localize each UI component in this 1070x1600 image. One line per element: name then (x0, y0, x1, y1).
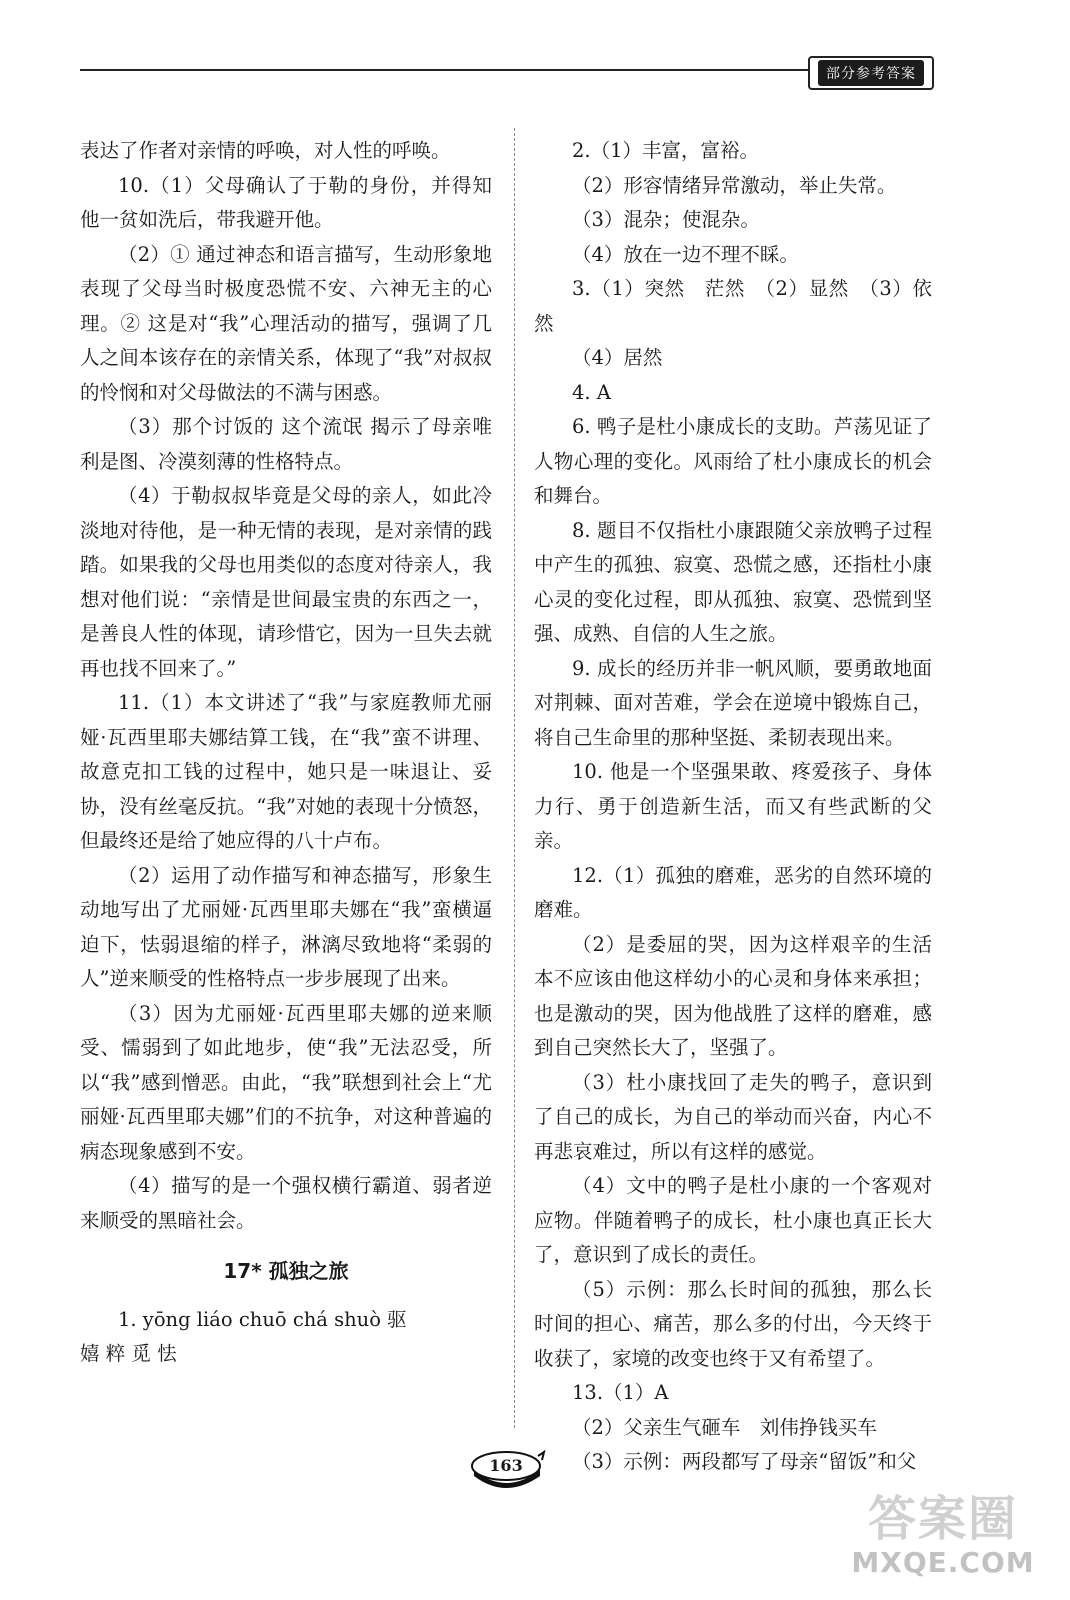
right-column (534, 134, 932, 1480)
answer-paragraph: 8. 题目不仅指杜小康跟随父亲放鸭子过程中产生的孤独、寂寞、恐慌之感，还指杜小康心灵的变化过程，即从孤独、寂寞、恐慌到坚强、成熟、自信的人生之旅。 (534, 518, 932, 645)
answer-paragraph: （2）运用了动作描写和神态描写，形象生动地写出了尤丽娅·瓦西里耶夫娜在“我”蛮横逼迫下，怯弱退缩的样子，淋漓尽致地将“柔弱的人”逆来顺受的性格特点一步步展现了出来。 (80, 863, 492, 990)
header-rule (80, 69, 808, 71)
answer-paragraph: （3）示例：两段都写了母亲“留饭”和父 (572, 1450, 917, 1473)
answer-paragraph: 表达了作者对亲情的呼唤，对人性的呼唤。 (80, 139, 451, 162)
answer-paragraph: （3）杜小康找回了走失的鸭子，意识到了自己的成长，为自己的举动而兴奋，内心不再悲哀难过，所以有这样的感觉。 (534, 1070, 932, 1163)
answer-paragraph: 6. 鸭子是杜小康成长的支助。芦荡见证了人物心理的变化。风雨给了杜小康成长的机会和舞台。 (534, 415, 932, 507)
answer-paragraph: （5）示例：那么长时间的孤独，那么长时间的担心、痛苦，那么多的付出，今天终于收获了，家境的改变也终于又有希望了。 (534, 1277, 932, 1370)
answer-paragraph: （3）混杂；使混杂。 (572, 208, 760, 231)
answer-paragraph: （4）描写的是一个强权横行霸道、弱者逆来顺受的黑暗社会。 (80, 1174, 492, 1232)
answer-paragraph: 3.（1）突然 茫然 （2）显然 （3）依然 (534, 277, 932, 335)
watermark-url: MXQE.COM (851, 1546, 1035, 1579)
answer-paragraph: （2）形容情绪异常激动，举止失常。 (572, 173, 897, 197)
section-tag-label: 部分参考答案 (818, 60, 924, 86)
answer-paragraph: （3）那个讨饭的 这个流氓 揭示了母亲唯利是图、冷漠刻薄的性格特点。 (80, 415, 492, 473)
answer-paragraph: 12.（1）孤独的磨难，恶劣的自然环境的磨难。 (534, 863, 932, 921)
answer-paragraph: 2.（1）丰富，富裕。 (572, 139, 760, 162)
answer-paragraph: （2）是委屈的哭，因为这样艰辛的生活本不应该由他这样幼小的心灵和身体来承担；也是激动的哭，因为他战胜了这样的磨难，感到自己突然长大了，坚强了。 (534, 932, 932, 1059)
answer-paragraph: （3）因为尤丽娅·瓦西里耶夫娜的逆来顺受、懦弱到了如此地步，使“我”无法忍受，所以“我”感到憎恶。由此，“我”联想到社会上“尤丽娅·瓦西里耶夫娜”们的不抗争，对这种普遍的病态现象感到不安。 (80, 1001, 492, 1163)
answer-paragraph: 11.（1）本文讲述了“我”与家庭教师尤丽娅·瓦西里耶夫娜结算工钱，在“我”蛮不讲理、故意克扣工钱的过程中，她只是一味退让、妥协，没有丝毫反抗。“我”对她的表现十分愤怒，但最终还是给了她应得的八十卢布。 (80, 691, 492, 852)
section-title: 17* 孤独之旅 (223, 1259, 349, 1283)
answer-paragraph: 13.（1）A (572, 1381, 669, 1404)
page-number: 163 (489, 1456, 523, 1475)
pinyin-answer: 1. yōng liáo chuō chá shuò 驱 (118, 1307, 407, 1331)
section-tag (808, 56, 934, 90)
left-column (80, 134, 492, 1372)
answer-paragraph: （4）居然 (572, 346, 663, 369)
pinyin-answer-cont: 嬉 粹 觅 怯 (80, 1342, 177, 1365)
answer-paragraph: （4）文中的鸭子是杜小康的一个客观对应物。伴随着鸭子的成长，杜小康也真正长大了，意识到了成长的责任。 (534, 1174, 932, 1266)
answer-paragraph: （4）放在一边不理不睬。 (572, 242, 799, 266)
answer-paragraph: 10. 他是一个坚强果敢、疼爱孩子、身体力行、勇于创造新生活，而又有些武断的父亲。 (534, 760, 932, 852)
answer-paragraph: 10.（1）父母确认了于勒的身份，并得知他一贫如洗后，带我避开他。 (80, 173, 492, 231)
answer-paragraph: （2）父亲生气砸车 刘伟挣钱买车 (572, 1415, 877, 1439)
page-number-badge (468, 1448, 554, 1490)
answer-paragraph: 4. A (572, 380, 611, 404)
watermark (838, 1480, 1048, 1590)
answer-paragraph: （2）① 通过神态和语言描写，生动形象地表现了父母当时极度恐慌不安、六神无主的心理。② 这是对“我”心理活动的描写，强调了几人之间本该存在的亲情关系，体现了“我”对叔叔的怜悯和对父母做法的不满与困惑。 (80, 242, 492, 404)
watermark-logo: 答案圈 (867, 1491, 1018, 1547)
column-divider (514, 128, 516, 1428)
answer-paragraph: 9. 成长的经历并非一帆风顺，要勇敢地面对荆棘、面对苦难，学会在逆境中锻炼自己，将自己生命里的那种坚挺、柔韧表现出来。 (534, 656, 932, 749)
answer-paragraph: （4）于勒叔叔毕竟是父母的亲人，如此冷淡地对待他，是一种无情的表现，是对亲情的践踏。如果我的父母也用类似的态度对待亲人，我想对他们说：“亲情是世间最宝贵的东西之一，是善良人性的体现，请珍惜它，因为一旦失去就再也找不回来了。” (80, 484, 492, 680)
